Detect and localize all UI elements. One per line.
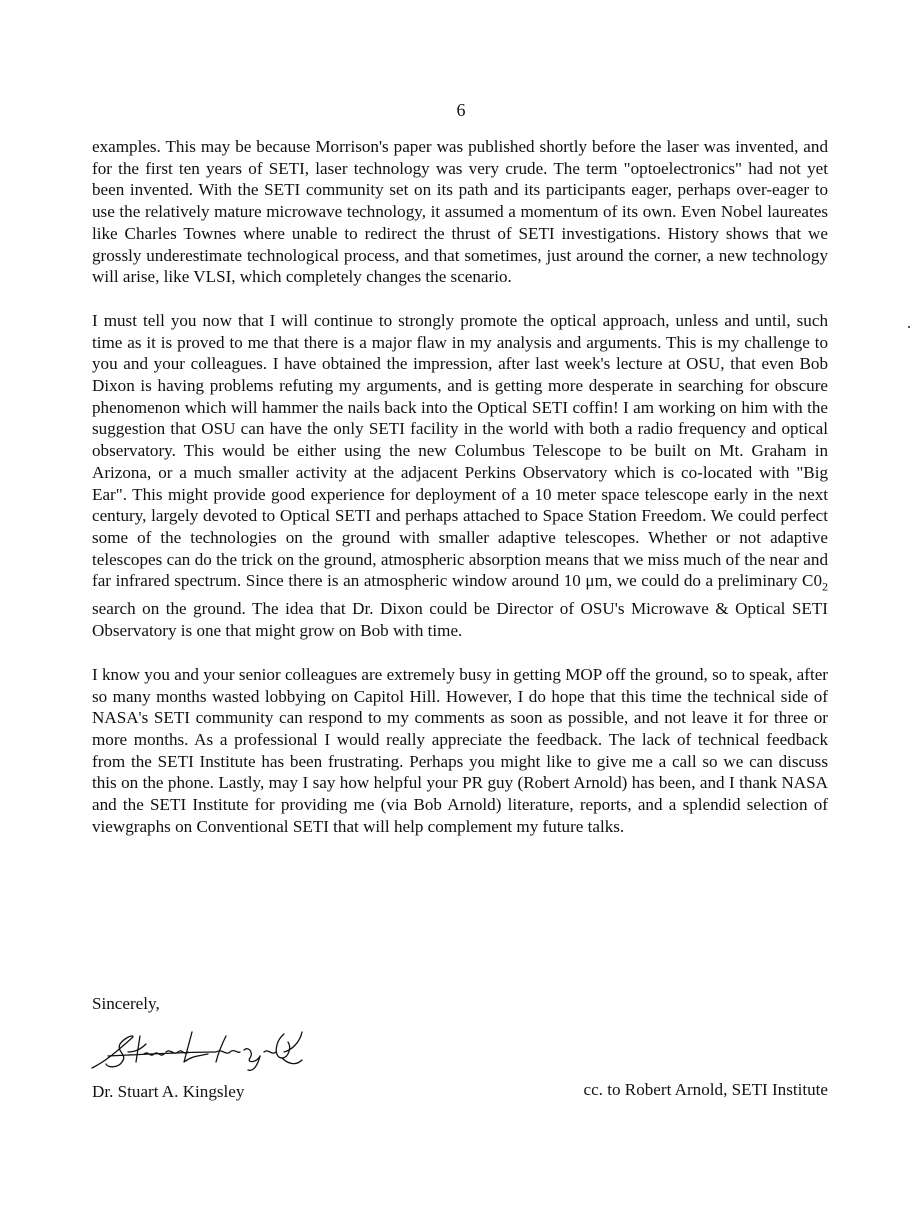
margin-mark [908,326,910,328]
paragraph-optical-history: examples. This may be because Morrison's paper was published shortly before the laser was invented, and for the first ten years of SETI, laser technology was very crude. The term "optoelectronics" had not yet been invented. With the SETI community set on its path and its participants eager, perhaps over-eager to use the relatively mature microwave technology, it assumed a momentum of its own. Even Nobel laureates like Charles Townes where unable to redirect the thrust of SETI investigations. History shows that we grossly underestimate technological process, and that sometimes, just around the corner, a new technology will arise, like VLSI, which completely changes the scenario. [92,137,828,287]
closing-salutation: Sincerely, [92,994,160,1013]
signer-name: Dr. Stuart A. Kingsley [92,1082,245,1101]
paragraph-text: I must tell you now that I will continue to strongly promote the optical approach, unless and until, such time as it is proved to me that there is a major flaw in my analysis and arguments. This is my challenge to you and your colleagues. I have obtained the impression, after last week's lecture at OSU, that even Bob Dixon is having problems refuting my arguments, and is getting more desperate in searching for obscure phenomenon which will hammer the nails back into the Optical SETI coffin! I am working on him with the suggestion that OSU can have the only SETI facility in the world with both a radio frequency and optical observatory. This would be either using the new Columbus Telescope to be built on Mt. Graham in Arizona, or a much smaller activity at the adjacent Perkins Observatory which is co-located with "Big Ear". This might provide good experience for deployment of a 10 meter space telescope early in the next century, largely devoted to Optical SETI and perhaps attached to Space Station Freedom. We could perfect some of the technologies on the ground with smaller adaptive telescopes. Whether or not adaptive telescopes can do the trick on the ground, atmospheric absorption means that we miss much of the near and far infrared spectrum. Since there is an atmospheric window around 10 μm, we could do a preliminary C0 [92,310,828,591]
paragraph-text-continued: search on the ground. The idea that Dr. Dixon could be Director of OSU's Microwave & Optical SETI Observatory is one that might grow on Bob with time. [92,599,828,641]
handwritten-signature [88,1022,318,1074]
letter-body [92,136,828,838]
paragraph-feedback-request: I know you and your senior colleagues are extremely busy in getting MOP off the ground, so to speak, after so many months wasted lobbying on Capitol Hill. However, I do hope that this time the technical side of NASA's SETI community can respond to my comments as soon as possible, and not leave it for three or more months. As a professional I would really appreciate the feedback. The lack of technical feedback from the SETI Institute has been frustrating. Perhaps you might like to give me a call so we can discuss this on the phone. Lastly, may I say how helpful your PR guy (Robert Arnold) has been, and I thank NASA and the SETI Institute for providing me (via Bob Arnold) literature, reports, and a splendid selection of viewgraphs on Conventional SETI that will help complement my future talks. [92,664,828,836]
paragraph-optical-challenge [92,310,828,642]
page-number: 6 [456,100,466,120]
cc-line: cc. to Robert Arnold, SETI Institute [583,1080,828,1099]
co2-subscript: 2 [822,579,828,594]
